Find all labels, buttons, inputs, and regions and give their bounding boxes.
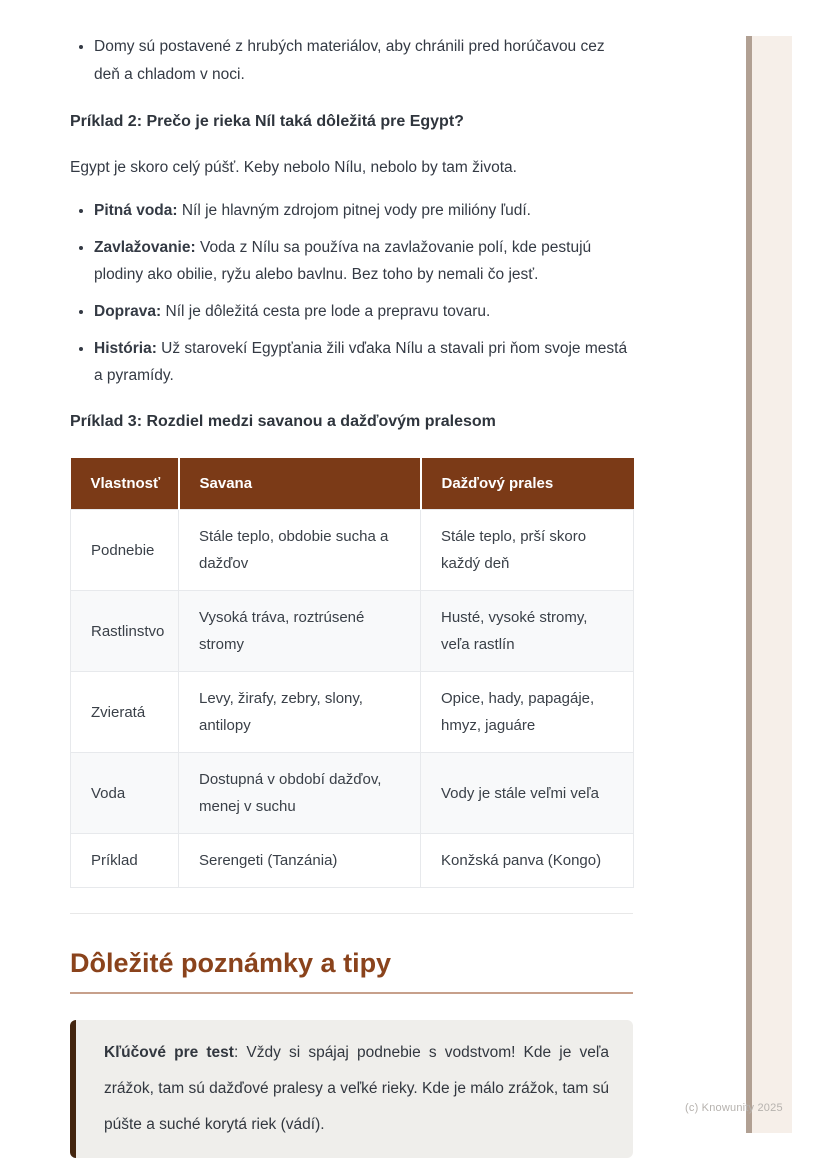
comparison-table	[70, 458, 634, 888]
copyright-text: (c) Knowunity 2025	[685, 1102, 783, 1114]
callout-text: : Vždy si spájaj podnebie s vodstvom! Kde je veľa zrážok, tam sú dažďové pralesy a veľké rieky. Kde je málo zrážok, tam sú púšte a suché korytá riek (vádí).	[104, 1044, 609, 1133]
heading-underline	[70, 992, 633, 994]
page-edge-stripe	[752, 36, 792, 1133]
table-cell: Stále teplo, obdobie sucha a dažďov	[179, 510, 421, 591]
example3-heading: Príklad 3: Rozdiel medzi savanou a dažďovým pralesom	[70, 413, 496, 430]
table-cell: Rastlinstvo	[71, 591, 179, 672]
table-cell: Stále teplo, prší skoro každý deň	[421, 510, 634, 591]
page-edge-line	[746, 36, 752, 1133]
table-cell: Husté, vysoké stromy, veľa rastlín	[421, 591, 634, 672]
list-item-text: Níl je hlavným zdrojom pitnej vody pre milióny ľudí.	[177, 202, 531, 219]
list-item-text: Níl je dôležitá cesta pre lode a prepravu tovaru.	[161, 303, 491, 320]
table-header-cell: Vlastnosť	[71, 458, 179, 510]
table-header-cell: Dažďový prales	[421, 458, 634, 510]
table-cell: Levy, žirafy, zebry, slony, antilopy	[179, 672, 421, 753]
table-cell: Vysoká tráva, roztrúsené stromy	[179, 591, 421, 672]
notes-heading: Dôležité poznámky a tipy	[70, 948, 392, 978]
table-cell: Serengeti (Tanzánia)	[179, 834, 421, 888]
list-item	[94, 197, 633, 224]
list-item	[94, 298, 633, 325]
table-cell: Voda	[71, 753, 179, 834]
list-item-text: Voda z Nílu sa používa na zavlažovanie polí, kde pestujú plodiny ako obilie, ryžu alebo bavlnu. Bez toho by nemali čo jesť.	[94, 239, 592, 283]
list-item	[94, 335, 633, 389]
table-cell: Vody je stále veľmi veľa	[421, 753, 634, 834]
example2-intro: Egypt je skoro celý púšť. Keby nebolo Nílu, nebolo by tam života.	[70, 159, 517, 176]
table-row	[71, 591, 634, 672]
table-cell: Dostupná v období dažďov, menej v suchu	[179, 753, 421, 834]
list-item-label: Zavlažovanie:	[94, 239, 196, 256]
key-test-callout	[70, 1020, 633, 1158]
table-row	[71, 753, 634, 834]
table-row	[71, 672, 634, 753]
document-content	[70, 0, 633, 1158]
example2-heading: Príklad 2: Prečo je rieka Níl taká dôležitá pre Egypt?	[70, 113, 464, 130]
table-header-row	[71, 458, 634, 510]
list-item-label: Pitná voda:	[94, 202, 178, 219]
callout-label: Kľúčové pre test	[104, 1044, 234, 1061]
section-divider	[70, 913, 633, 914]
list-item	[94, 33, 633, 89]
nile-bullet-list	[70, 197, 633, 389]
list-item-text: Už starovekí Egypťania žili vďaka Nílu a stavali pri ňom svoje mestá a pyramídy.	[94, 340, 628, 384]
table-cell: Konžská panva (Kongo)	[421, 834, 634, 888]
table-row	[71, 834, 634, 888]
table-row	[71, 510, 634, 591]
table-cell: Podnebie	[71, 510, 179, 591]
table-cell: Opice, hady, papagáje, hmyz, jaguáre	[421, 672, 634, 753]
list-item	[94, 234, 633, 288]
intro-bullet-list	[70, 33, 633, 89]
table-cell: Príklad	[71, 834, 179, 888]
list-item-text: Domy sú postavené z hrubých materiálov, aby chránili pred horúčavou cez deň a chladom v noci.	[94, 38, 605, 83]
list-item-label: História:	[94, 340, 157, 357]
table-cell: Zvieratá	[71, 672, 179, 753]
list-item-label: Doprava:	[94, 303, 162, 320]
table-header-cell: Savana	[179, 458, 421, 510]
